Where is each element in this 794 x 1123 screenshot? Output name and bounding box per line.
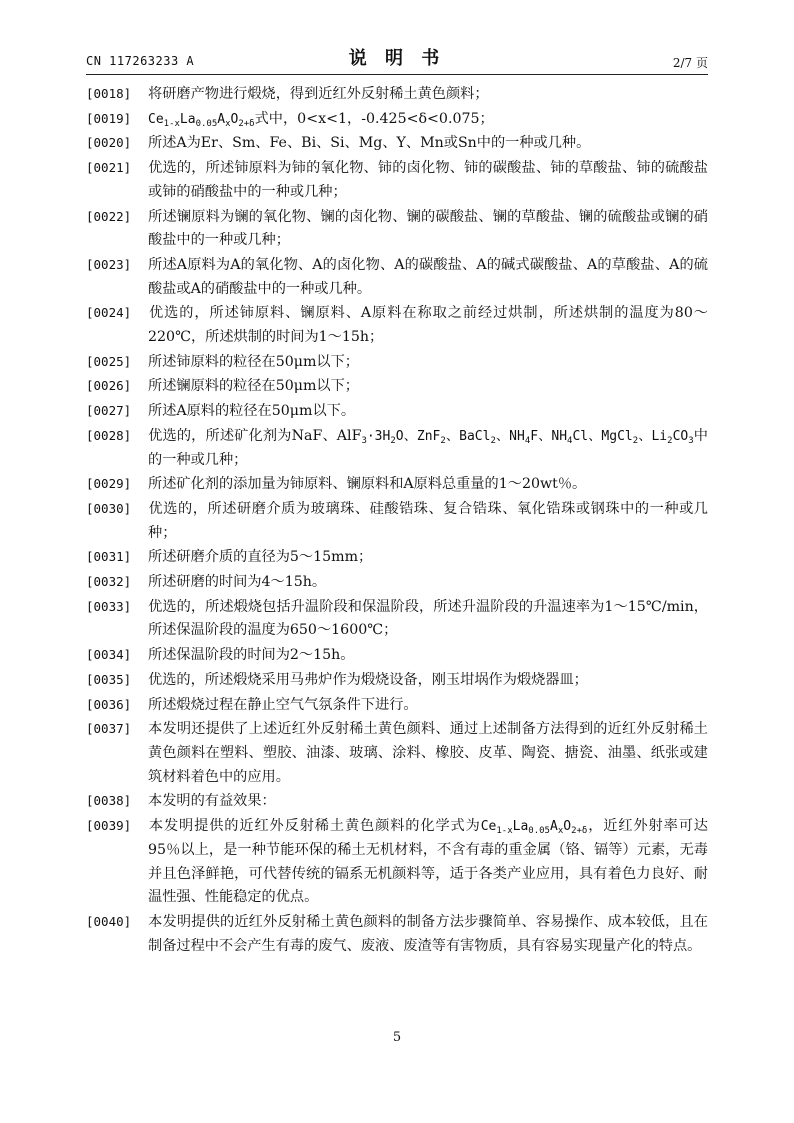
paragraph-0020 [86,131,708,156]
paragraph-text: 所述镧原料为镧的氧化物、镧的卤化物、镧的碳酸盐、镧的草酸盐、镧的硫酸盐或镧的硝酸盐中的一种或几种； [148,208,708,249]
paragraph-number: [0031] [86,549,132,565]
paragraph-text: 优选的，所述铈原料为铈的氧化物、铈的卤化物、铈的碳酸盐、铈的草酸盐、铈的硫酸盐或铈的硝酸盐中的一种或几种； [148,160,708,200]
paragraph-0023 [86,253,708,301]
patent-number: CN 117263233 A [86,54,195,68]
paragraph-text: 所述矿化剂的添加量为铈原料、镧原料和A原料总重量的1～20wt％。 [148,476,587,493]
paragraph-text: 将研磨产物进行煅烧，得到近红外反射稀土黄色颜料； [148,86,489,102]
paragraph-text: 所述A为Er、Sm、Fe、Bi、Si、Mg、Y、Mn或Sn中的一种或几种。 [148,135,591,152]
paragraph-text: 所述A原料为A的氧化物、A的卤化物、A的碳酸盐、A的碱式碳酸盐、A的草酸盐、A的硫酸盐或A的硝酸盐中的一种或几种。 [148,256,708,297]
paragraph-0027 [86,399,708,424]
paragraph-text: 式中，0<x<1，-0.425<δ<0.075； [254,110,494,127]
paragraph-text: 优选的，所述铈原料、镧原料、A原料在称取之前经过烘制，所述烘制的温度为80～220℃，所述烘制的时间为1～15h； [148,305,708,346]
paragraph-text: 本发明提供的近红外反射稀土黄色颜料的制备方法步骤简单、容易操作、成本较低，且在制备过程中不会产生有毒的废气、废液、废渣等有害物质，具有容易实现量产化的特点。 [148,913,708,954]
paragraph-text: 本发明提供的近红外反射稀土黄色颜料的化学式为 [148,818,481,835]
paragraph-number: [0026] [86,378,132,394]
paragraph-number: [0030] [86,500,132,516]
paragraph-text: 优选的，所述煅烧采用马弗炉作为煅烧设备，刚玉坩埚作为煅烧器皿； [148,671,588,688]
paragraph-0026 [86,374,708,399]
paragraph-0029 [86,472,708,497]
paragraph-text: 优选的，所述煅烧包括升温阶段和保温阶段，所述升温阶段的升温速率为1～15℃/min，所述保温阶段的温度为650～1600℃； [148,598,708,639]
paragraph-text: 所述研磨介质的直径为5～15mm； [148,549,373,566]
paragraph-text: 本发明的有益效果： [148,793,276,810]
paragraph-text: 优选的，所述研磨介质为玻璃珠、硅酸锆珠、复合锆珠、氧化锆珠或钢珠中的一种或几种； [148,500,708,541]
paragraph-0038 [86,789,708,814]
paragraph-number: [0040] [86,913,132,929]
paragraph-number: [0038] [86,793,132,809]
paragraph-0021 [86,156,708,204]
paragraph-text: 所述铈原料的粒径在50μm以下； [148,353,359,370]
paragraph-number: [0036] [86,696,132,712]
paragraph-text: 优选的，所述矿化剂为NaF、AlF [148,427,362,444]
paragraph-0033 [86,595,708,643]
paragraph-0035 [86,668,708,693]
page-indicator: 2/7 页 [672,56,708,70]
chemical-formula: $Ce_{1-x}La_{0.05}A_xO_{2+\delta}$ [480,819,588,837]
paragraph-number: [0023] [86,256,132,272]
paragraph-text-tail: ，近红外射率可达95％以上，是一种节能环保的稀土无机材料，不含有毒的重金属（铬、镉等）元素，无毒并且色泽鲜艳，可代替传统的镉系无机颜料等，适于各类产业应用，具有着色力良好、耐温性强、性能稳定的优点。 [148,818,708,906]
paragraph-number: [0021] [86,160,132,176]
paragraph-text-tail: 中的一种或几种； [148,427,708,468]
paragraph-number: [0032] [86,574,132,590]
paragraph-number: [0039] [86,818,132,834]
paragraph-number: [0022] [86,208,132,224]
paragraph-text: 本发明还提供了上述近红外反射稀土黄色颜料、通过上述制备方法得到的近红外反射稀土黄色颜料在塑料、塑胶、油漆、玻璃、涂料、橡胶、皮革、陶瓷、搪瓷、油墨、纸张或建筑材料着色中的应用。 [148,721,708,785]
paragraph-number: [0027] [86,403,132,419]
paragraph-text: 所述镧原料的粒径在50μm以下； [148,378,359,395]
paragraph-number: [0019] [86,110,132,126]
paragraph-0019 [86,107,708,132]
paragraph-number: [0024] [86,305,132,321]
paragraph-0030 [86,497,708,545]
paragraph-0028 [86,424,708,472]
paragraph-text: 所述A原料的粒径在50μm以下。 [148,403,356,420]
paragraph-0018 [86,82,708,107]
paragraph-text: 所述煅烧过程在静止空气气氛条件下进行。 [148,696,418,713]
paragraph-number: [0033] [86,598,132,614]
paragraph-text: 所述保温阶段的时间为2～15h。 [148,647,355,664]
paragraph-0037 [86,717,708,789]
paragraph-0040 [86,910,708,958]
paragraph-0025 [86,350,708,375]
paragraph-number: [0020] [86,135,132,151]
paragraph-number: [0035] [86,671,132,687]
paragraph-number: [0029] [86,476,132,492]
paragraph-number: [0018] [86,86,132,101]
header-rule [86,74,708,75]
paragraph-0022 [86,205,708,253]
page-number: 5 [392,1030,402,1045]
paragraph-0036 [86,693,708,718]
paragraph-number: [0034] [86,647,132,663]
page-header [86,44,708,74]
paragraph-0034 [86,643,708,668]
paragraph-0024 [86,301,708,349]
paragraph-text: 所述研磨的时间为4～15h。 [148,574,327,591]
document-body [86,82,708,958]
document-title: 说 明 书 [348,48,446,69]
paragraph-number: [0025] [86,353,132,369]
paragraph-0032 [86,570,708,595]
paragraph-0039 [86,814,708,910]
paragraph-number: [0037] [86,721,132,737]
chemical-formula: $Ce_{1-x}La_{0.05}A_xO_{2+\delta}$ [148,111,255,129]
paragraph-number: [0028] [86,427,132,443]
paragraph-0031 [86,545,708,570]
mineralizer-formulas: $_3\cdot 3H_2O$、ZnF$_2$、BaCl$_2$、$NH_4F$、$NH_4Cl$、MgCl$_2$、$Li_2CO_3$ [361,428,694,446]
